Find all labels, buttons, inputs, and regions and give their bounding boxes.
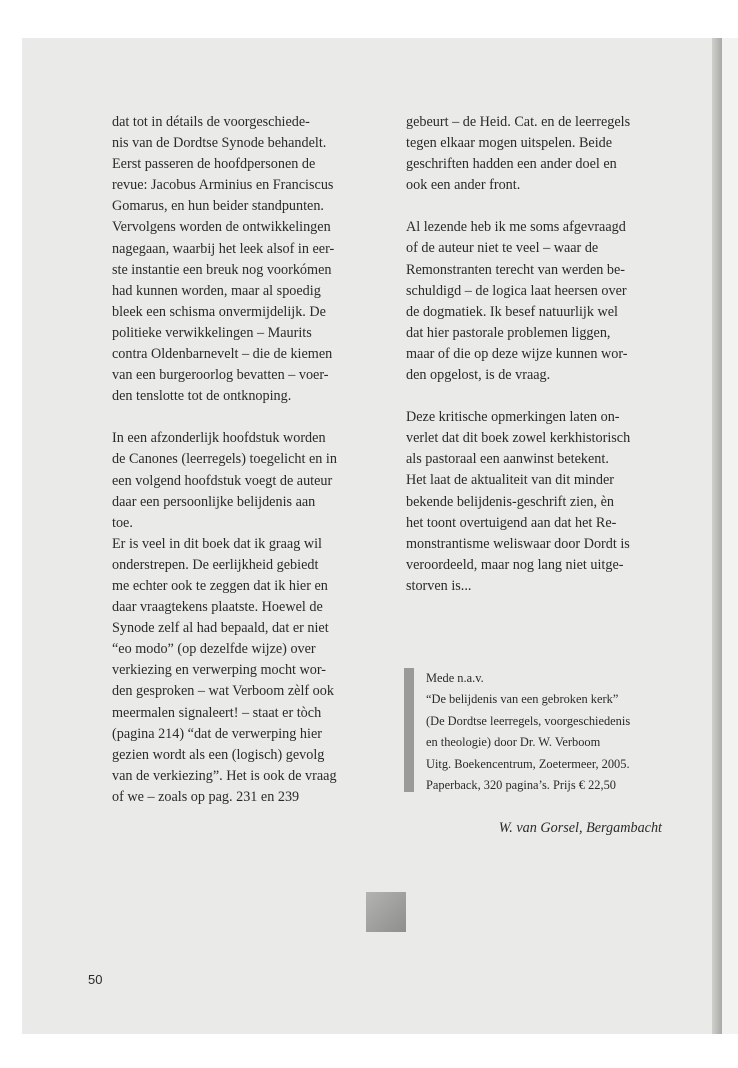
- text-line: tegen elkaar mogen uitspelen. Beide: [406, 135, 613, 152]
- book-info-line: (De Dordtse leerregels, voorgeschiedenis: [426, 713, 631, 728]
- book-info-line: Uitg. Boekencentrum, Zoetermeer, 2005.: [426, 756, 630, 771]
- text-line: In een afzonderlijk hoofdstuk worden: [112, 430, 326, 447]
- left-paragraph-1: [112, 112, 384, 407]
- text-line: nis van de Dordtse Synode behandelt.: [112, 135, 327, 152]
- text-line: den opgelost, is de vraag.: [406, 367, 551, 384]
- text-line: den tenslotte tot de ontknoping.: [112, 388, 292, 405]
- text-line: toe.: [112, 514, 133, 531]
- left-column: [112, 112, 384, 808]
- text-line: onderstrepen. De eerlijkheid gebiedt: [112, 556, 319, 573]
- text-line: monstrantisme weliswaar door Dordt is: [406, 535, 630, 552]
- text-line: meermalen signaleert! – staat er tòch: [112, 704, 322, 721]
- text-line: contra Oldenbarnevelt – die de kiemen: [112, 346, 333, 363]
- text-line: Er is veel in dit boek dat ik graag wil: [112, 535, 322, 552]
- text-line: verlet dat dit boek zowel kerkhistorisch: [406, 430, 631, 447]
- text-line: revue: Jacobus Arminius en Franciscus: [112, 177, 334, 194]
- page-number: 50: [88, 972, 103, 987]
- text-line: geschriften hadden een ander doel en: [406, 156, 617, 173]
- text-line: bekende belijdenis-geschrift zien, èn: [406, 493, 614, 510]
- text-line: Vervolgens worden de ontwikkelingen: [112, 219, 331, 236]
- text-line: Deze kritische opmerkingen laten on-: [406, 409, 620, 426]
- book-info-line: Paperback, 320 pagina’s. Prijs € 22,50: [426, 778, 616, 793]
- text-line: als pastoraal een aanwinst betekent.: [406, 451, 609, 468]
- text-line: of we – zoals op pag. 231 en 239: [112, 788, 300, 805]
- text-line: Remonstranten terecht van werden be-: [406, 261, 626, 278]
- text-line: verkiezing en verwerping mocht wor-: [112, 662, 327, 679]
- text-line: me echter ook te zeggen dat ik hier en: [112, 577, 328, 594]
- text-line: het toont overtuigend aan dat het Re-: [406, 514, 617, 531]
- text-line: nagegaan, waarbij het leek alsof in eer-: [112, 240, 335, 257]
- text-line: gezien wordt als een (logisch) gevolg: [112, 746, 325, 763]
- right-paragraph-3: [406, 407, 668, 597]
- author-signature: W. van Gorsel, Bergambacht: [498, 820, 662, 836]
- book-info-line: Mede n.a.v.: [426, 671, 484, 685]
- text-line: de dogmatiek. Ik besef natuurlijk wel: [406, 303, 618, 320]
- book-info-line: “De belijdenis van een gebroken kerk”: [426, 692, 619, 707]
- text-line: de Canones (leerregels) toegelicht en in: [112, 451, 337, 468]
- right-column: [406, 112, 668, 597]
- text-line: Het laat de aktualiteit van dit minder: [406, 472, 615, 489]
- text-line: dat hier pastorale problemen liggen,: [406, 324, 611, 341]
- text-line: schuldigd – de logica laat heersen over: [406, 282, 627, 299]
- decorative-square: [366, 892, 406, 932]
- text-line: van een burgeroorlog bevatten – voer-: [112, 367, 329, 384]
- text-line: dat tot in détails de voorgeschiede-: [112, 114, 310, 130]
- text-line: Synode zelf al had bepaald, dat er niet: [112, 620, 329, 637]
- book-info-line: en theologie) door Dr. W. Verboom: [426, 735, 601, 750]
- text-line: “eo modo” (op dezelfde wijze) over: [112, 641, 316, 658]
- text-line: ook een ander front.: [406, 177, 521, 194]
- left-paragraph-2: [112, 428, 384, 808]
- text-line: daar een persoonlijke belijdenis aan: [112, 493, 316, 510]
- right-paragraph-1: [406, 112, 668, 196]
- text-line: gebeurt – de Heid. Cat. en de leerregels: [406, 114, 631, 130]
- text-line: of de auteur niet te veel – waar de: [406, 240, 599, 257]
- paragraph-gap: [406, 196, 668, 217]
- page-edge-shadow: [712, 38, 722, 1034]
- info-bar-accent: [404, 668, 414, 792]
- text-line: Eerst passeren de hoofdpersonen de: [112, 156, 316, 173]
- text-line: bleek een schisma onvermijdelijk. De: [112, 303, 326, 320]
- text-line: Al lezende heb ik me soms afgevraagd: [406, 219, 626, 236]
- text-line: Gomarus, en hun beider standpunten.: [112, 198, 324, 215]
- text-line: storven is...: [406, 577, 472, 594]
- paragraph-gap: [406, 386, 668, 407]
- page-margin: [722, 38, 738, 1034]
- text-line: politieke verwikkelingen – Maurits: [112, 324, 312, 341]
- text-line: (pagina 214) “dat de verwerping hier: [112, 725, 322, 742]
- book-info-box: [404, 668, 672, 796]
- text-line: daar vraagtekens plaatste. Hoewel de: [112, 599, 323, 616]
- text-line: had kunnen worden, maar al spoedig: [112, 282, 321, 299]
- text-line: den gesproken – wat Verboom zèlf ook: [112, 683, 334, 700]
- text-line: een volgend hoofdstuk voegt de auteur: [112, 472, 333, 489]
- paragraph-gap: [112, 407, 384, 428]
- text-line: veroordeeld, maar nog lang niet uitge-: [406, 556, 624, 573]
- right-paragraph-2: [406, 217, 668, 386]
- text-line: ste instantie een breuk nog voorkómen: [112, 261, 332, 278]
- text-line: maar of die op deze wijze kunnen wor-: [406, 345, 628, 362]
- text-line: van de verkiezing”. Het is ook de vraag: [112, 767, 337, 784]
